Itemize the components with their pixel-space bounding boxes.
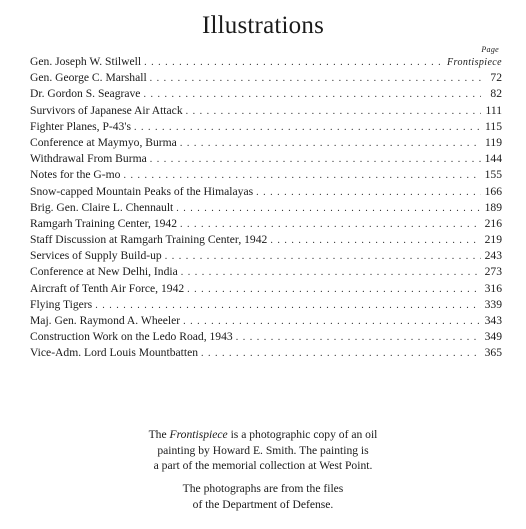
list-item [30, 233, 502, 249]
entry-title: Withdrawal From Burma [30, 152, 147, 166]
dot-leader [150, 73, 481, 84]
source-note [0, 481, 526, 512]
entry-page-number: 365 [484, 346, 502, 360]
entry-title: Brig. Gen. Claire L. Chennault [30, 200, 174, 214]
entry-page-number: 349 [484, 330, 502, 344]
list-item [30, 185, 502, 201]
entry-title: Snow-capped Mountain Peaks of the Himalayas [30, 184, 254, 198]
dot-leader [134, 122, 481, 133]
list-item [30, 330, 502, 346]
entry-title: Gen. George C. Marshall [30, 71, 147, 85]
list-item [30, 136, 502, 152]
entry-page-number: 119 [485, 135, 502, 149]
frontispiece-note [0, 427, 526, 474]
list-item [30, 249, 502, 265]
illustrations-list [30, 55, 502, 363]
entry-page-number: 243 [484, 249, 502, 263]
entry-page-number: 72 [490, 71, 502, 85]
list-item [30, 168, 502, 184]
dot-leader [236, 332, 481, 343]
list-item [30, 152, 502, 168]
entry-page-number: 144 [484, 152, 502, 166]
note-line-4: The photographs are from the files [182, 482, 344, 495]
dot-leader [176, 203, 481, 214]
list-item [30, 314, 502, 330]
dot-leader [180, 138, 481, 149]
entry-title: Conference at Maymyo, Burma [30, 135, 177, 149]
list-item [30, 201, 502, 217]
entry-title: Maj. Gen. Raymond A. Wheeler [30, 314, 181, 327]
dot-leader [123, 170, 481, 181]
entry-page-number: 219 [484, 233, 502, 247]
entry-page-number: 316 [484, 281, 502, 295]
entry-page-number: 82 [490, 87, 502, 101]
entry-page-number: 166 [484, 184, 502, 198]
entry-title: Aircraft of Tenth Air Force, 1942 [30, 281, 185, 295]
entry-title: Conference at New Delhi, India [30, 265, 178, 279]
list-item [30, 104, 502, 120]
list-item [30, 55, 502, 71]
dot-leader [201, 348, 481, 359]
entry-page-number: 111 [485, 103, 502, 117]
entry-page-number: 115 [485, 119, 502, 133]
list-item [30, 282, 502, 298]
entry-title: Staff Discussion at Ramgarh Training Center, 1942 [30, 233, 268, 247]
entry-page-number: 339 [484, 297, 502, 311]
entry-page-number: Frontispiece [447, 57, 502, 68]
entry-title: Vice-Adm. Lord Louis Mountbatten [30, 346, 199, 360]
entry-title: Ramgarh Training Center, 1942 [30, 216, 178, 230]
entry-page-number: 189 [484, 200, 502, 214]
dot-leader [165, 251, 481, 262]
dot-leader [150, 154, 481, 165]
dot-leader [183, 316, 481, 327]
entry-title: Services of Supply Build-up [30, 249, 162, 263]
note-line-1: The Frontispiece is a photographic copy of an oil [148, 428, 378, 441]
dot-leader [181, 267, 481, 278]
note-line-2: painting by Howard E. Smith. The painting is [157, 443, 369, 457]
list-item [30, 346, 502, 362]
entry-title: Dr. Gordon S. Seagrave [30, 87, 141, 101]
dot-leader [143, 89, 481, 100]
entry-title: Fighter Planes, P-43's [30, 119, 131, 133]
entry-page-number: 273 [484, 265, 502, 279]
entry-title: Flying Tigers [30, 297, 93, 311]
dot-leader [256, 187, 481, 198]
note-line-3: a part of the memorial collection at West Point. [153, 459, 373, 472]
dot-leader [186, 106, 481, 117]
dot-leader [144, 57, 444, 68]
page-title: Illustrations [201, 12, 325, 39]
list-item [30, 71, 502, 87]
frontispiece-word: Frontispiece [169, 428, 228, 441]
entry-title: Survivors of Japanese Air Attack [30, 103, 183, 117]
entry-title: Construction Work on the Ledo Road, 1943 [30, 330, 233, 344]
note-line-5: of the Department of Defense. [192, 497, 334, 511]
entry-page-number: 155 [484, 168, 502, 182]
list-item [30, 298, 502, 314]
list-item [30, 87, 502, 103]
list-item [30, 217, 502, 233]
entry-page-number: 343 [484, 314, 502, 327]
entry-title: Notes for the G-mo [30, 168, 121, 182]
entry-title: Gen. Joseph W. Stilwell [30, 55, 142, 68]
page-column-header: Page [481, 45, 499, 54]
entry-page-number: 216 [484, 216, 502, 230]
dot-leader [95, 300, 481, 311]
list-item [30, 120, 502, 136]
dot-leader [187, 284, 481, 295]
list-item [30, 265, 502, 281]
dot-leader [270, 235, 481, 246]
dot-leader [180, 219, 481, 230]
